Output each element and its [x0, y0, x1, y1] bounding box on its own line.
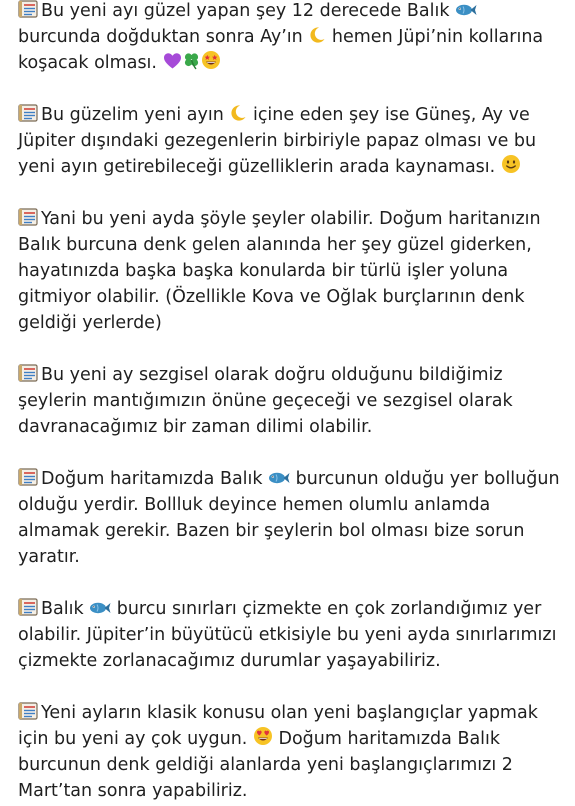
paragraph-text: Doğum haritamızda Balık: [41, 469, 269, 489]
card-index-icon: [18, 208, 38, 226]
card-index-icon: [18, 364, 38, 382]
card-index-icon: [18, 468, 38, 486]
paragraph-text: Yeni ayların klasik konusu olan yeni başlangıçlar yapmak için bu yeni ay çok uygun.: [18, 703, 538, 749]
card-index-icon: [18, 0, 38, 18]
paragraph-text: burcu sınırları çizmekte en çok zorlandığımız yer olabilir. Jüpiter’in büyütücü etkisiyle bu yeni ayda sınırlarımızı çizmekte zorlanacağımız durumlar yaşayabiliriz.: [18, 599, 557, 671]
paragraph-2: [18, 102, 561, 180]
fish-icon: [455, 2, 477, 18]
paragraph-4: [18, 362, 561, 440]
card-index-icon: [18, 598, 38, 616]
paragraph-text: Yani bu yeni ayda şöyle şeyler olabilir. Doğum haritanızın Balık burcuna denk gelen alanında her şey güzel giderken, hayatınızda başka başka konularda bir türlü işler yoluna gitmiyor olabilir. (Özellikle Kova ve Oğlak burçlarının denk geldiği yerlerde): [18, 209, 541, 333]
paragraph-text: Balık: [41, 599, 90, 619]
card-index-icon: [18, 702, 38, 720]
fish-icon: [89, 600, 111, 616]
paragraph-1: [18, 0, 561, 76]
paragraph-text: burcunun olduğu yer bolluğun olduğu yerdir. Bollluk deyince hemen olumlu anlamda almamak gerekir. Bazen bir şeylerin bol olması bize sorun yaratır.: [18, 469, 560, 567]
paragraph-text: burcunda doğduktan sonra Ay’ın: [18, 27, 309, 47]
paragraph-text: Bu güzelim yeni ayın: [41, 105, 230, 125]
crescent-moon-icon: [308, 26, 326, 44]
heart-eyes-face-icon: [253, 726, 273, 746]
paragraph-text: içine eden şey ise Güneş, Ay ve Jüpiter dışındaki gezegenlerin birbiriyle papaz olması ve bu yeni ayın getirebileceği güzelliklerin arada kaynaması.: [18, 105, 537, 177]
paragraph-text: Bu yeni ayı güzel yapan şey 12 derecede Balık: [41, 1, 456, 21]
crescent-moon-icon: [229, 104, 247, 122]
paragraph-6: [18, 596, 561, 674]
paragraph-text: Doğum haritamızda Balık burcunun denk geldiği alanlarda yeni başlangıçlarımızı 2 Mart’tan sonra yapabiliriz.: [18, 729, 513, 801]
fish-icon: [268, 470, 290, 486]
star-struck-face-icon: [201, 50, 221, 70]
paragraph-7: [18, 700, 561, 804]
card-index-icon: [18, 104, 38, 122]
purple-heart-icon: [163, 52, 182, 70]
four-leaf-clover-icon: [182, 51, 201, 70]
paragraph-5: [18, 466, 561, 570]
smiling-face-icon: [501, 154, 521, 174]
paragraph-3: [18, 206, 561, 336]
paragraph-text: hemen Jüpi’nin kollarına koşacak olması.: [18, 27, 544, 73]
paragraph-text: Bu yeni ay sezgisel olarak doğru olduğunu bildiğimiz şeylerin mantığımızın önüne geçeceği ve sezgisel olarak davranacağımız bir zaman dilimi olabilir.: [18, 365, 513, 437]
